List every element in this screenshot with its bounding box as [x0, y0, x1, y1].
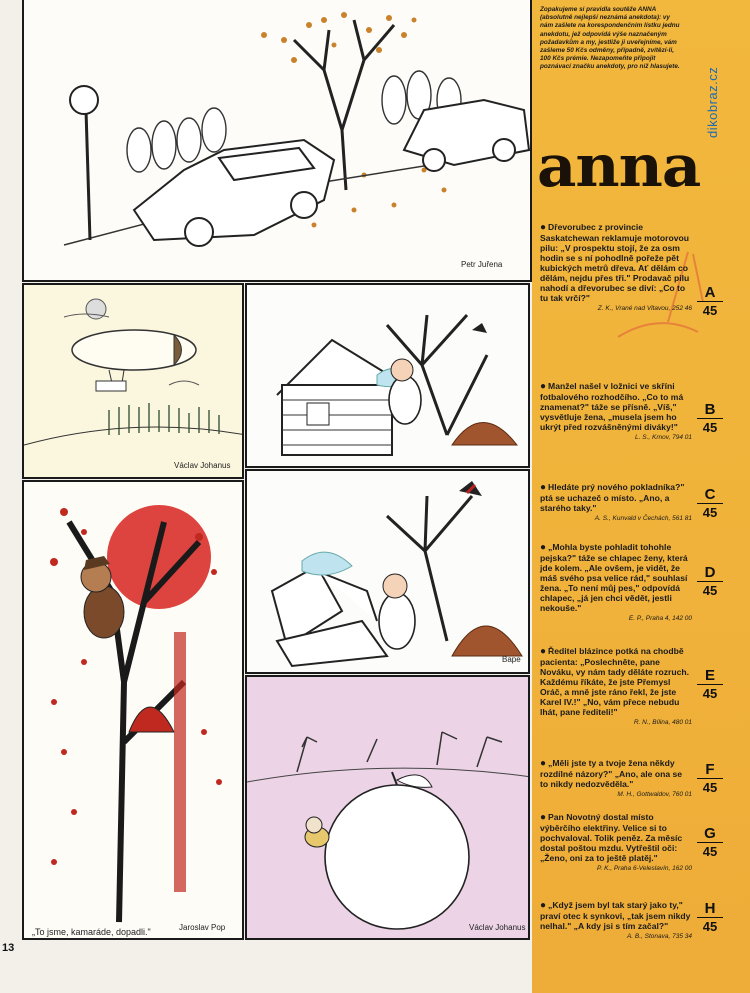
vote-number: 45 — [697, 581, 723, 599]
vote-letter: A — [704, 284, 716, 301]
artist-credit: Petr Juřena — [461, 260, 503, 269]
vote-letter: B — [704, 401, 716, 418]
vote-mark-c — [697, 487, 723, 521]
vote-number: 45 — [697, 917, 723, 935]
cartoon-panel-broken-house — [245, 469, 530, 674]
page-number: 13 — [2, 942, 15, 954]
joke-source: R. N., Bílina, 480 01 — [633, 719, 692, 726]
joke-source: E. P., Praha 4, 142 00 — [628, 615, 692, 622]
cartoon-broken-house-illustration — [247, 471, 530, 674]
vote-letter: H — [704, 900, 716, 917]
joke-d: ● „Mohla byste pohladit tohohle pejska?" táže se chlapec ženy, která jde kolem. „Ale ovšem, je vidět, že máš svého psa velice rád," souhlasí žena. „To není můj pes," odpovídá chlapec, „já jen chci vědět, jestli nekouše." E. P., Praha 4, 142 00 — [540, 542, 692, 622]
joke-text: „Když jsem byl tak starý jako ty," praví otec k synkovi, „tak jsem nikdy nelhal." „A kdy jsi s tím začal?" — [540, 900, 691, 931]
vote-number: 45 — [697, 301, 723, 319]
vote-letter: C — [704, 486, 716, 503]
contest-rules-intro: Zopakujeme si pravidla soutěže ANNA (absolutně nejlepší neznámá anekdota): vy nám zašlete na korespondenčním lístku jednu anekdotu, jež odpovídá výše naznačeným požadavkům a my, jestliže ji uveřejníme, vám zašleme 50 Kčs odměny, případně, zvítězí-li, 100 Kčs prémie. Nezapomeňte připojit poznávací značku anekdoty, pro niž hlasujete. — [540, 6, 680, 71]
joke-g: ● Pan Novotný dostal místo výběrčího elektřiny. Velice si to pochvaloval. Tolik peněz. Za měsíc dostal poštou mzdu. Vytřeštil oči: „Ženo, oni za to ještě platěj." P. K., Praha 6-Veleslavín, 162 00 — [540, 812, 692, 872]
joke-source: A. S., Kunvald v Čechách, 561 81 — [594, 515, 692, 522]
artist-credit: Václav Johanus — [469, 923, 526, 932]
artist-credit: Jaroslav Pop — [179, 923, 226, 932]
cartoon-panel-apple — [245, 675, 530, 940]
vote-number: 45 — [697, 778, 723, 796]
joke-text: „Měli jste ty a tvoje žena někdy rozdílné názory?" „Ano, ale ona se to nikdy nedozvěděla." — [540, 758, 683, 789]
joke-source: P. K., Praha 6-Veleslavín, 162 00 — [596, 865, 692, 872]
cartoon-apple-illustration — [247, 677, 530, 940]
contest-title: anna — [537, 132, 701, 200]
vote-mark-h — [697, 901, 723, 935]
cartoon-airship-illustration — [24, 285, 244, 479]
vote-mark-e — [697, 668, 723, 702]
vote-number: 45 — [697, 842, 723, 860]
joke-h: ● „Když jsem byl tak starý jako ty," praví otec k synkovi, „tak jsem nikdy nelhal." „A kdy jsi s tím začal?" A. B., Stonava, 735 34 — [540, 900, 692, 940]
artist-credit: Bape — [502, 655, 521, 664]
joke-text: Ředitel blázince potká na chodbě pacienta: „Poslechněte, pane Nováku, vy nám tady děláte rozruch. Každému říkáte, že jste Přemysl Oráč, a mně jste ráno řekl, že jste Karel IV.!" „No, vám přece nebudu lhát, pane řediteli!" — [540, 646, 690, 717]
joke-text: Pan Novotný dostal místo výběrčího elektřiny. Velice si to pochvaloval. Tolik peněz. Za měsíc dostal poštou mzdu. Vytřeštil oči: „Ženo, oni za to ještě platěj." — [540, 812, 683, 863]
cartoon-quote: „To jsme, kamaráde, dopadli." — [32, 927, 151, 937]
cartoon-panel-cars-autumn — [22, 0, 532, 282]
joke-a: ● Dřevorubec z provincie Saskatchewan reklamuje motorovou pilu: „V prospektu stojí, že za osm hodin se s ní pohodlně pořeže pět kubických metrů dřeva. Ať dělám co dělám, nejdu přes tři." Prodavač pilu nahodí a dřevorubec se diví: „Co to tu tak vrčí?" Z. K., Vrané nad Vltavou, 252 46 — [540, 222, 692, 312]
joke-source: A. B., Stonava, 735 34 — [626, 933, 692, 940]
vote-letter: E — [704, 667, 715, 684]
joke-f: ● „Měli jste ty a tvoje žena někdy rozdílné názory?" „Ano, ale ona se to nikdy nedozvěděla." M. H., Gottwaldov, 760 01 — [540, 758, 692, 798]
joke-text: Manžel našel v ložnici ve skříni fotbalového rozhodčího. „Co to má znamenat?" táže se přísně. „Víš," vysvětluje žena, „musela jsem ho ukrýt před rozvášněnými diváky!" — [540, 381, 684, 432]
joke-text: „Mohla byste pohladit tohohle pejska?" táže se chlapec ženy, která jde kolem. „Ale ovšem, je vidět, že máš svého psa velice rád," souhlasí žena. „To není můj pes," odpovídá chlapec, „já jen chci vědět, jestli nekouše." — [540, 542, 688, 613]
vote-mark-b — [697, 402, 723, 436]
cartoon-tree-climber-illustration — [24, 482, 244, 940]
joke-source: Z. K., Vrané nad Vltavou, 252 46 — [597, 305, 692, 312]
watermark: dikobraz.cz — [705, 66, 720, 138]
joke-e: ● Ředitel blázince potká na chodbě pacienta: „Poslechněte, pane Nováku, vy nám tady děláte rozruch. Každému říkáte, že jste Přemysl Oráč, a mně jste ráno řekl, že jste Karel IV.!" „No, vám přece nebudu lhát, pane řediteli!" R. N., Bílina, 480 01 — [540, 646, 692, 726]
joke-text: Dřevorubec z provincie Saskatchewan reklamuje motorovou pilu: „V prospektu stojí, že za osm hodin se s ní pohodlně pořeže pět kubických metrů dřeva. Ať dělám co dělám, nejdu přes tři." Prodavač pilu nahodí a dřevorubec se diví: „Co to tu tak vrčí?" — [540, 222, 690, 303]
cartoon-house-smoker-illustration — [247, 285, 530, 468]
joke-text: Hledáte prý nového pokladníka?" ptá se uchazeč o místo. „Ano, a starého taky." — [540, 482, 685, 513]
vote-number: 45 — [697, 684, 723, 702]
vote-mark-d — [697, 565, 723, 599]
vote-number: 45 — [697, 503, 723, 521]
joke-source: L. S., Krnov, 794 01 — [635, 434, 692, 441]
cartoon-cars-tree-illustration — [24, 0, 532, 282]
vote-letter: F — [705, 761, 715, 778]
cartoon-panel-tree-climber — [22, 480, 244, 940]
cartoon-panel-house-smoker — [245, 283, 530, 468]
vote-mark-f — [697, 762, 723, 796]
vote-mark-a — [697, 285, 723, 319]
vote-letter: G — [704, 825, 716, 842]
joke-c: ● Hledáte prý nového pokladníka?" ptá se uchazeč o místo. „Ano, a starého taky." A. S., Kunvald v Čechách, 561 81 — [540, 482, 692, 522]
joke-b: ● Manžel našel v ložnici ve skříni fotbalového rozhodčího. „Co to má znamenat?" táže se přísně. „Víš," vysvětluje žena, „musela jsem ho ukrýt před rozvášněnými diváky!" L. S., Krnov, 794 01 — [540, 381, 692, 441]
cartoon-panel-airship — [22, 283, 244, 479]
vote-letter: D — [704, 564, 716, 581]
vote-mark-g — [697, 826, 723, 860]
artist-credit: Václav Johanus — [174, 461, 231, 470]
vote-number: 45 — [697, 418, 723, 436]
joke-source: M. H., Gottwaldov, 760 01 — [617, 791, 692, 798]
